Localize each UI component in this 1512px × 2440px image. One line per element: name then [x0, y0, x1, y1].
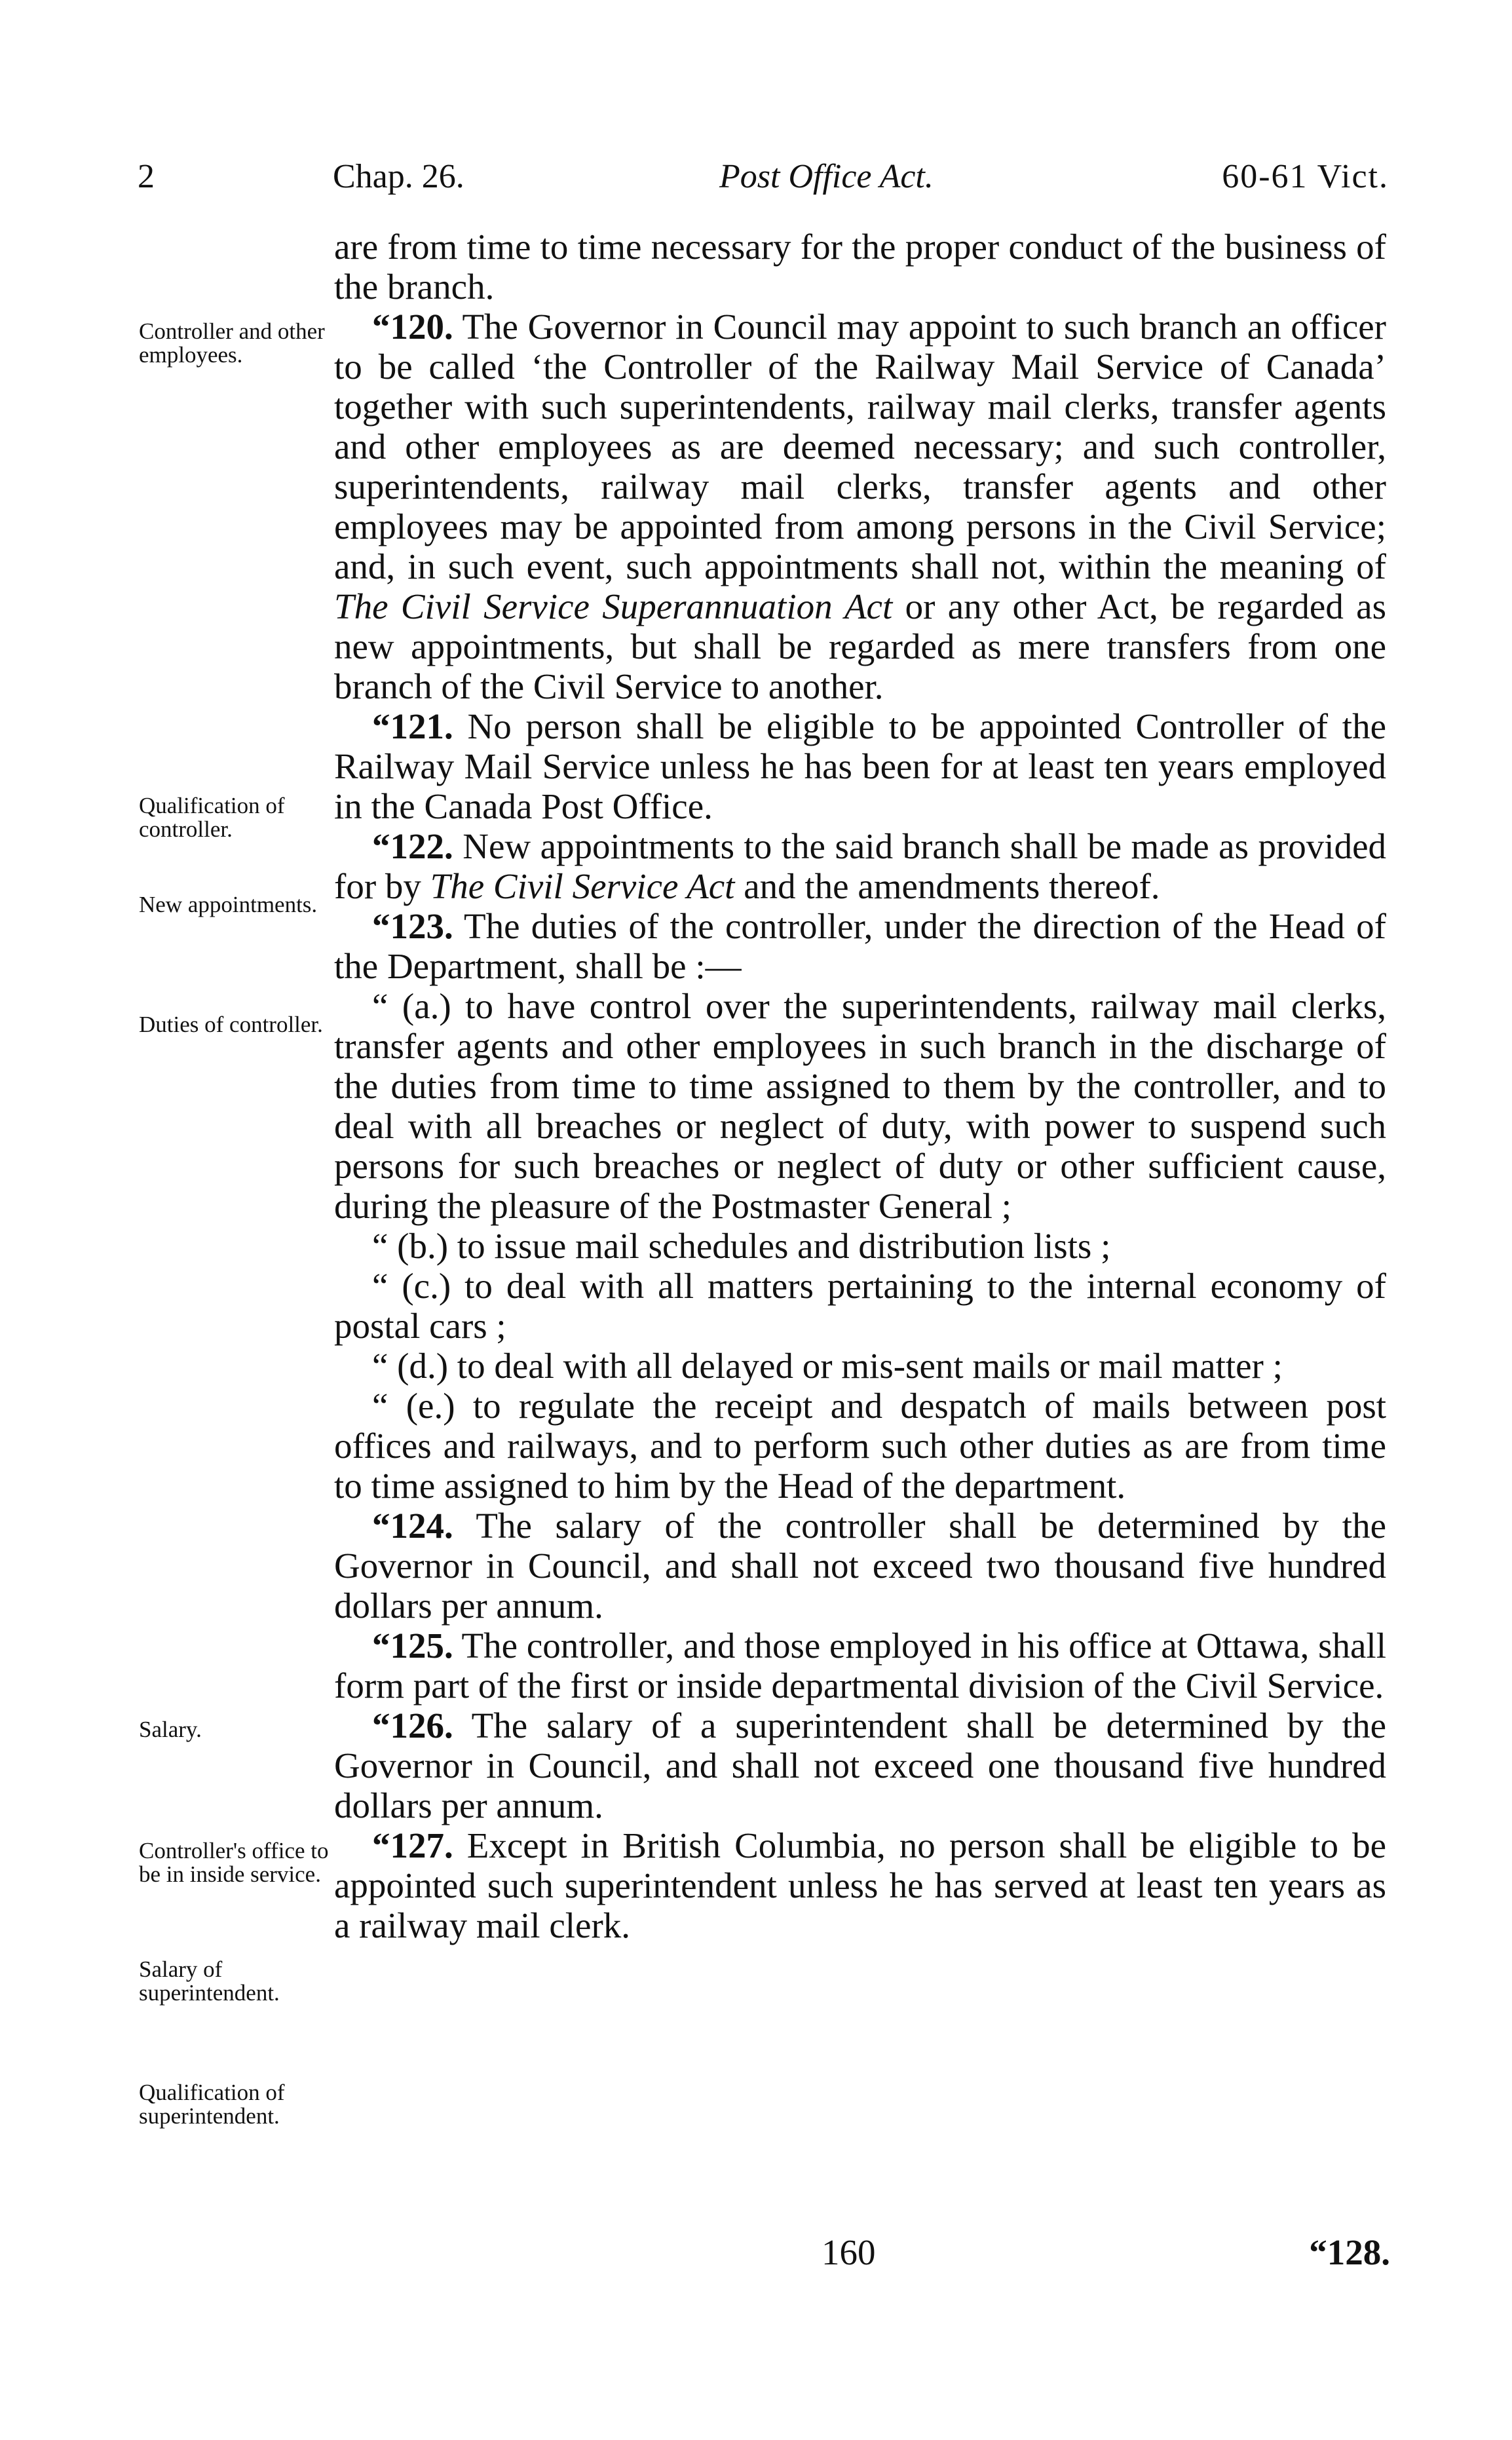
duty-item-b [334, 1226, 1386, 1266]
chapter-label: Chap. 26. [333, 158, 464, 195]
statute-body [334, 227, 1386, 1945]
section-number: “125. [372, 1626, 453, 1666]
section-number: “124. [372, 1506, 453, 1546]
margin-note: Qualification of superintendent. [139, 2080, 285, 2129]
section-text: The salary of the controller shall be determined by the Governor in Council, and shall not exceed two thousand five hundred dollars per annum. [334, 1506, 1386, 1626]
item-text: to deal with all matters pertaining to the internal economy of postal cars ; [334, 1266, 1386, 1346]
section-124 [334, 1506, 1386, 1626]
item-text: to regulate the receipt and despatch of mails between post offices and railways, and to perform such other duties as are from time to time assigned to him by the Head of the department. [334, 1386, 1386, 1506]
running-header [138, 157, 1389, 210]
margin-note: Salary. [139, 1717, 202, 1742]
section-127 [334, 1825, 1386, 1945]
catchword: “128. [1309, 2232, 1390, 2272]
section-number: “127. [372, 1825, 453, 1865]
section-text: or any other Act, be regarded as new appointments, but shall be regarded as mere transfers from one branch of the Civil Service to another. [334, 586, 1386, 706]
section-text: and the amendments thereof. [744, 866, 1160, 906]
section-122 [334, 826, 1386, 906]
act-title: The Civil Service Act [430, 866, 735, 906]
section-123 [334, 906, 1386, 986]
act-title: The Civil Service Superannuation Act [334, 586, 893, 626]
section-text: The duties of the controller, under the direction of the Head of the Department, shall be :— [334, 906, 1386, 986]
section-number: “122. [372, 826, 453, 866]
section-text: Except in British Columbia, no person shall be eligible to be appointed such superintendent unless he has served at least ten years as a railway mail clerk. [334, 1825, 1386, 1945]
section-121 [334, 706, 1386, 826]
section-number: “121. [372, 706, 453, 746]
duty-item-a [334, 986, 1386, 1226]
item-text: to deal with all delayed or mis-sent mails or mail matter ; [457, 1346, 1283, 1386]
item-text: to have control over the superintendents, railway mail clerks, transfer agents and other employees in such branch in the discharge of the duties from time to time assigned to them by the controller, and to deal with all breaches or neglect of duty, with power to suspend such persons for such breaches or neglect of duty or other sufficient cause, during the pleasure of the Postmaster General ; [334, 986, 1386, 1226]
duty-item-e [334, 1386, 1386, 1506]
item-label: “ (a.) [372, 986, 451, 1026]
margin-note: New appointments. [139, 892, 318, 917]
item-text: to issue mail schedules and distribution lists ; [457, 1226, 1111, 1266]
section-125 [334, 1626, 1386, 1706]
item-label: “ (d.) [372, 1346, 449, 1386]
continuation-text: are from time to time necessary for the proper conduct of the business of the branch. [334, 227, 1386, 307]
margin-note: Qualification of controller. [139, 793, 285, 842]
section-number: “120. [372, 307, 453, 347]
margin-note: Controller and other employees. [139, 318, 325, 368]
section-text: The salary of a superintendent shall be determined by the Governor in Council, and shall not exceed one thousand five hundred dollars per annum. [334, 1706, 1386, 1825]
duty-item-d [334, 1346, 1386, 1386]
margin-note: Controller's office to be in inside service. [139, 1838, 329, 1887]
regnal-year: 60-61 Vict. [1222, 158, 1389, 195]
item-label: “ (c.) [372, 1266, 451, 1306]
running-title: Post Office Act. [719, 158, 934, 195]
item-label: “ (b.) [372, 1226, 449, 1266]
section-126 [334, 1706, 1386, 1825]
folio-number: 160 [822, 2232, 876, 2272]
duty-item-c [334, 1266, 1386, 1346]
section-number: “126. [372, 1706, 453, 1745]
margin-note: Salary of superintendent. [139, 1956, 280, 2006]
section-120 [334, 307, 1386, 706]
section-text: New appointments to the said branch shall be made as provided for by [334, 826, 1387, 906]
page-number: 2 [138, 158, 155, 195]
margin-note: Duties of controller. [139, 1012, 323, 1037]
section-text: No person shall be eligible to be appointed Controller of the Railway Mail Service unless he has been for at least ten years employed in the Canada Post Office. [334, 706, 1386, 826]
section-number: “123. [372, 906, 453, 946]
section-text: The Governor in Council may appoint to such branch an officer to be called ‘the Controller of the Railway Mail Service of Canada’ together with such superintendents, railway mail clerks, transfer agents and other employees as are deemed necessary; and such controller, superintendents, railway mail clerks, transfer agents and other employees may be appointed from among persons in the Civil Service; and, in such event, such appointments shall not, within the meaning of [334, 307, 1386, 586]
section-text: The controller, and those employed in his office at Ottawa, shall form part of the first or inside departmental division of the Civil Service. [334, 1626, 1386, 1706]
item-label: “ (e.) [372, 1386, 455, 1426]
